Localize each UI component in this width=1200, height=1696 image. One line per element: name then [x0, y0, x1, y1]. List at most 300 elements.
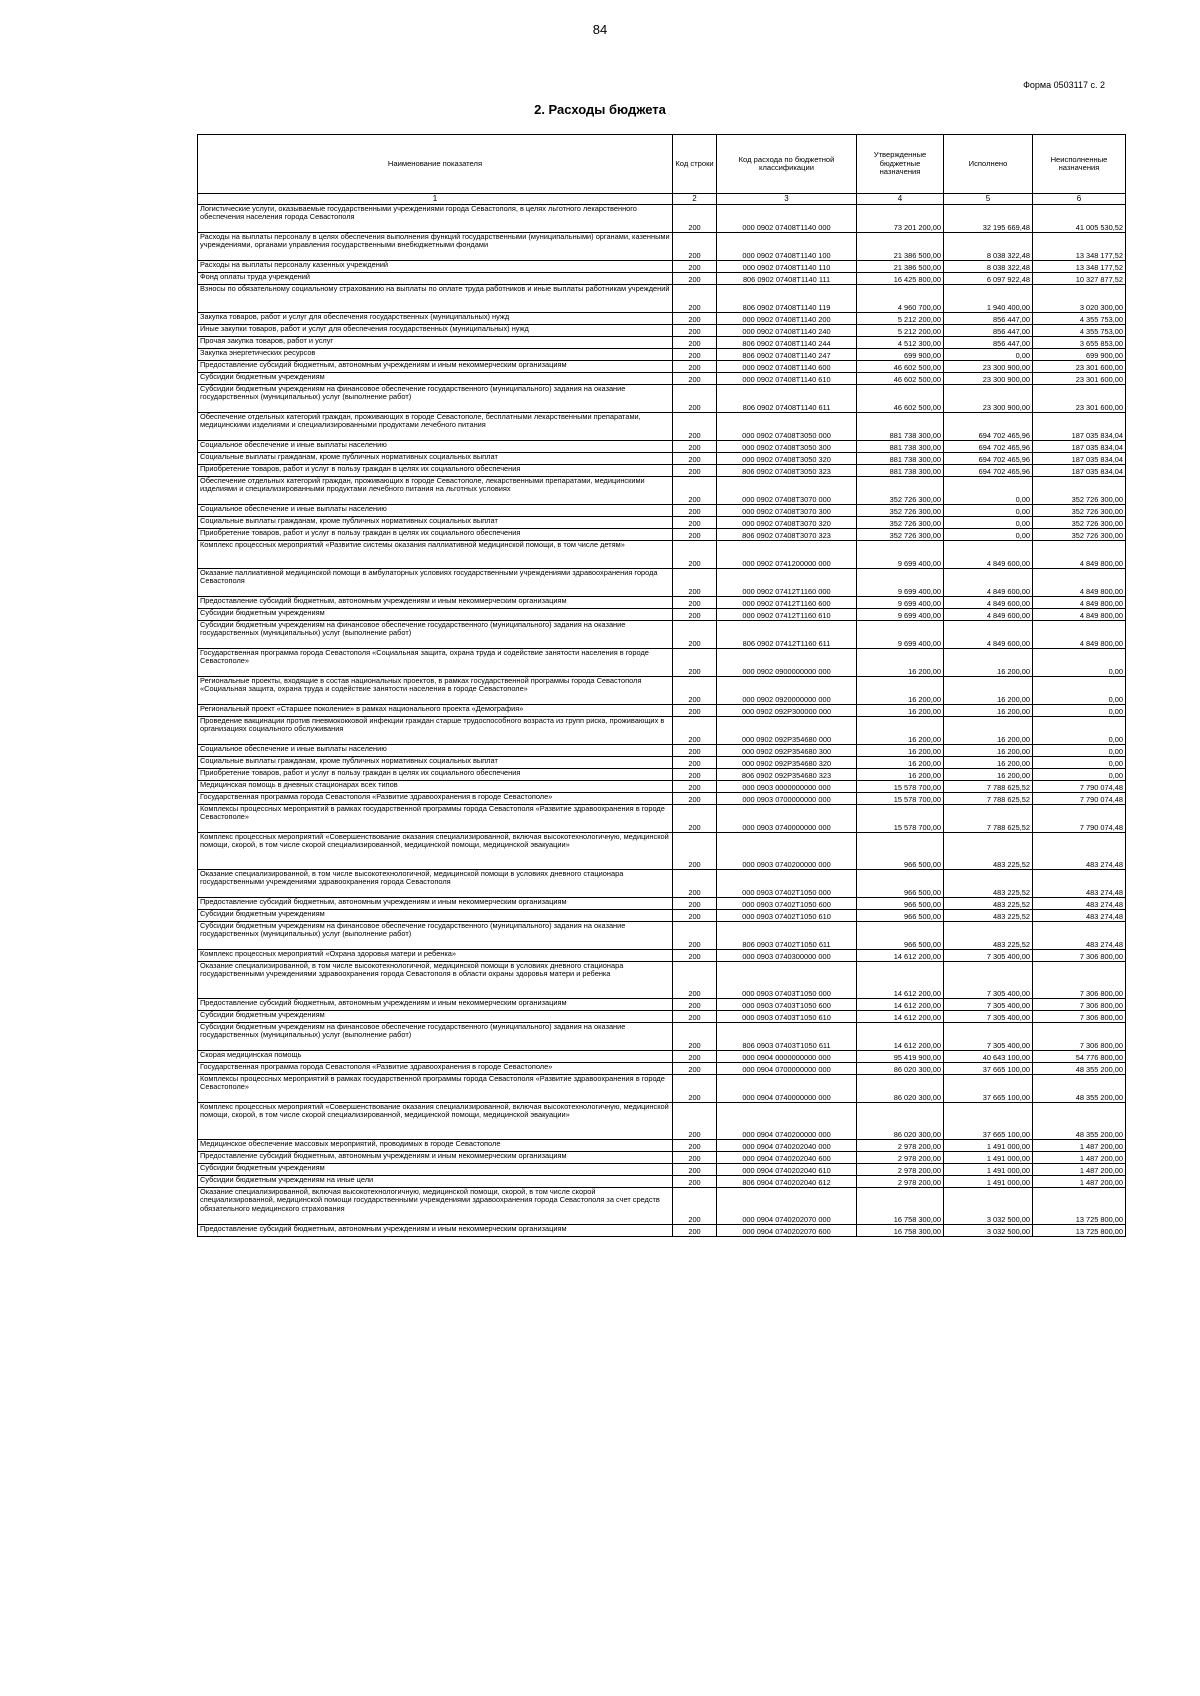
- cell-unexecuted: 3 020 300,00: [1033, 285, 1126, 313]
- cell-executed: 4 849 600,00: [944, 597, 1033, 609]
- cell-budget-code: 000 0902 0741200000 000: [717, 541, 857, 569]
- cell-executed: 694 702 465,96: [944, 453, 1033, 465]
- table-row: [198, 349, 1126, 361]
- cell-name: Фонд оплаты труда учреждений: [198, 273, 673, 285]
- cell-budget-code: 806 0902 07408T1140 247: [717, 349, 857, 361]
- cell-approved: 16 200,00: [857, 757, 944, 769]
- cell-unexecuted: 1 487 200,00: [1033, 1176, 1126, 1188]
- cell-name: Логистические услуги, оказываемые государственными учреждениями города Севастополя, в целях льготного лекарственного обеспечения населения города Севастополя: [198, 205, 673, 233]
- cell-name: Комплекс процессных мероприятий «Совершенствование оказания специализированной, включая высокотехнологичную, медицинской помощи, скорой, в том числе скорой специализированной, медицинской помощи, медицинской эвакуации»: [198, 1103, 673, 1140]
- cell-budget-code: 000 0902 07408T1140 600: [717, 361, 857, 373]
- cell-line-code: 200: [673, 373, 717, 385]
- cell-executed: 7 788 625,52: [944, 805, 1033, 833]
- cell-name: Предоставление субсидий бюджетным, автономным учреждениям и иным некоммерческим организациям: [198, 999, 673, 1011]
- cell-line-code: 200: [673, 1188, 717, 1225]
- table-row: [198, 833, 1126, 870]
- cell-approved: 16 200,00: [857, 769, 944, 781]
- cell-unexecuted: 23 301 600,00: [1033, 373, 1126, 385]
- cell-approved: 2 978 200,00: [857, 1164, 944, 1176]
- table-row: [198, 962, 1126, 999]
- cell-name: Субсидии бюджетным учреждениям на финансовое обеспечение государственного (муниципального) задания на оказание государственных (муниципальных) услуг (выполнение работ): [198, 385, 673, 413]
- cell-executed: 7 788 625,52: [944, 793, 1033, 805]
- cell-budget-code: 000 0903 07402T1050 610: [717, 910, 857, 922]
- cell-approved: 16 425 800,00: [857, 273, 944, 285]
- cell-budget-code: 000 0904 0740200000 000: [717, 1103, 857, 1140]
- cell-executed: 8 038 322,48: [944, 261, 1033, 273]
- table-row: [198, 505, 1126, 517]
- cell-budget-code: 000 0902 07408T1140 100: [717, 233, 857, 261]
- table-row: [198, 781, 1126, 793]
- table-row: [198, 1011, 1126, 1023]
- cell-line-code: 200: [673, 569, 717, 597]
- cell-executed: 483 225,52: [944, 898, 1033, 910]
- cell-line-code: 200: [673, 962, 717, 999]
- cell-name: Социальные выплаты гражданам, кроме публичных нормативных социальных выплат: [198, 757, 673, 769]
- cell-approved: 352 726 300,00: [857, 517, 944, 529]
- cell-line-code: 200: [673, 1011, 717, 1023]
- table-row: [198, 757, 1126, 769]
- cell-line-code: 200: [673, 910, 717, 922]
- cell-unexecuted: 0,00: [1033, 705, 1126, 717]
- cell-line-code: 200: [673, 261, 717, 273]
- cell-executed: 37 665 100,00: [944, 1103, 1033, 1140]
- cell-name: Субсидии бюджетным учреждениям: [198, 910, 673, 922]
- cell-line-code: 200: [673, 413, 717, 441]
- cell-approved: 966 500,00: [857, 910, 944, 922]
- cell-unexecuted: 483 274,48: [1033, 898, 1126, 910]
- cell-line-code: 200: [673, 1176, 717, 1188]
- cell-line-code: 200: [673, 1075, 717, 1103]
- cell-budget-code: 000 0904 0700000000 000: [717, 1063, 857, 1075]
- cell-name: Региональный проект «Старшее поколение» в рамках национального проекта «Демография»: [198, 705, 673, 717]
- cell-line-code: 200: [673, 597, 717, 609]
- cell-line-code: 200: [673, 950, 717, 962]
- cell-executed: 1 491 000,00: [944, 1176, 1033, 1188]
- cell-line-code: 200: [673, 805, 717, 833]
- cell-unexecuted: 0,00: [1033, 757, 1126, 769]
- table-row: [198, 677, 1126, 705]
- cell-budget-code: 000 0902 07408T1140 200: [717, 313, 857, 325]
- cell-unexecuted: 7 790 074,48: [1033, 781, 1126, 793]
- cell-line-code: 200: [673, 870, 717, 898]
- cell-executed: 0,00: [944, 349, 1033, 361]
- cell-budget-code: 000 0903 0000000000 000: [717, 781, 857, 793]
- cell-line-code: 200: [673, 717, 717, 745]
- cell-unexecuted: 1 487 200,00: [1033, 1140, 1126, 1152]
- cell-unexecuted: 13 725 800,00: [1033, 1188, 1126, 1225]
- cell-executed: 7 305 400,00: [944, 962, 1033, 999]
- cell-unexecuted: 48 355 200,00: [1033, 1063, 1126, 1075]
- cell-unexecuted: 0,00: [1033, 745, 1126, 757]
- cell-budget-code: 000 0902 07408T3050 300: [717, 441, 857, 453]
- cell-budget-code: 000 0903 0700000000 000: [717, 793, 857, 805]
- cell-budget-code: 000 0903 0740300000 000: [717, 950, 857, 962]
- table-row: [198, 261, 1126, 273]
- cell-executed: 16 200,00: [944, 769, 1033, 781]
- cell-line-code: 200: [673, 385, 717, 413]
- cell-line-code: 200: [673, 477, 717, 505]
- column-header-approved: Утвержденные бюджетные назначения: [857, 135, 944, 194]
- column-number-row: [198, 194, 1126, 205]
- cell-executed: 694 702 465,96: [944, 413, 1033, 441]
- cell-unexecuted: 0,00: [1033, 717, 1126, 745]
- cell-executed: 483 225,52: [944, 833, 1033, 870]
- cell-approved: 352 726 300,00: [857, 477, 944, 505]
- cell-line-code: 200: [673, 541, 717, 569]
- cell-budget-code: 000 0902 07408T1140 240: [717, 325, 857, 337]
- cell-budget-code: 000 0902 0900000000 000: [717, 649, 857, 677]
- cell-executed: 856 447,00: [944, 337, 1033, 349]
- cell-name: Взносы по обязательному социальному страхованию на выплаты по оплате труда работников и иные выплаты работникам учреждений: [198, 285, 673, 313]
- cell-executed: 694 702 465,96: [944, 465, 1033, 477]
- cell-approved: 9 699 400,00: [857, 609, 944, 621]
- table-row: [198, 465, 1126, 477]
- cell-budget-code: 000 0902 07408T1140 000: [717, 205, 857, 233]
- cell-name: Скорая медицинская помощь: [198, 1051, 673, 1063]
- cell-approved: 5 212 200,00: [857, 313, 944, 325]
- cell-executed: 37 665 100,00: [944, 1063, 1033, 1075]
- cell-executed: 7 305 400,00: [944, 1023, 1033, 1051]
- table-row: [198, 453, 1126, 465]
- cell-unexecuted: 483 274,48: [1033, 910, 1126, 922]
- cell-unexecuted: 13 348 177,52: [1033, 261, 1126, 273]
- cell-approved: 5 212 200,00: [857, 325, 944, 337]
- cell-unexecuted: 10 327 877,52: [1033, 273, 1126, 285]
- cell-line-code: 200: [673, 205, 717, 233]
- cell-name: Медицинское обеспечение массовых мероприятий, проводимых в городе Севастополе: [198, 1140, 673, 1152]
- cell-name: Приобретение товаров, работ и услуг в пользу граждан в целях их социального обеспечения: [198, 529, 673, 541]
- cell-budget-code: 806 0904 0740202040 612: [717, 1176, 857, 1188]
- cell-budget-code: 000 0902 07412T1160 000: [717, 569, 857, 597]
- cell-approved: 86 020 300,00: [857, 1075, 944, 1103]
- cell-line-code: 200: [673, 781, 717, 793]
- cell-name: Субсидии бюджетным учреждениям на финансовое обеспечение государственного (муниципального) задания на оказание государственных (муниципальных) услуг (выполнение работ): [198, 1023, 673, 1051]
- table-row: [198, 705, 1126, 717]
- cell-name: Государственная программа города Севастополя «Развитие здравоохранения в городе Севастополе»: [198, 1063, 673, 1075]
- cell-name: Оказание паллиативной медицинской помощи в амбулаторных условиях государственными учреждениями здравоохранения города Севастополя: [198, 569, 673, 597]
- cell-budget-code: 000 0902 092P354680 300: [717, 745, 857, 757]
- cell-budget-code: 000 0902 07412T1160 610: [717, 609, 857, 621]
- cell-line-code: 200: [673, 1164, 717, 1176]
- cell-budget-code: 000 0904 0740202070 000: [717, 1188, 857, 1225]
- table-row: [198, 805, 1126, 833]
- cell-unexecuted: 352 726 300,00: [1033, 517, 1126, 529]
- cell-executed: 7 305 400,00: [944, 950, 1033, 962]
- cell-line-code: 200: [673, 325, 717, 337]
- cell-approved: 966 500,00: [857, 922, 944, 950]
- cell-budget-code: 000 0903 07403T1050 000: [717, 962, 857, 999]
- cell-unexecuted: 4 849 800,00: [1033, 621, 1126, 649]
- cell-executed: 694 702 465,96: [944, 441, 1033, 453]
- cell-approved: 966 500,00: [857, 833, 944, 870]
- cell-line-code: 200: [673, 705, 717, 717]
- cell-line-code: 200: [673, 898, 717, 910]
- cell-name: Предоставление субсидий бюджетным, автономным учреждениям и иным некоммерческим организациям: [198, 898, 673, 910]
- cell-budget-code: 806 0902 07408T1140 244: [717, 337, 857, 349]
- cell-executed: 4 849 600,00: [944, 569, 1033, 597]
- cell-executed: 7 305 400,00: [944, 1011, 1033, 1023]
- table-row: [198, 597, 1126, 609]
- cell-unexecuted: 7 306 800,00: [1033, 1011, 1126, 1023]
- cell-line-code: 200: [673, 793, 717, 805]
- cell-budget-code: 000 0904 0740000000 000: [717, 1075, 857, 1103]
- cell-approved: 46 602 500,00: [857, 385, 944, 413]
- cell-executed: 4 849 600,00: [944, 621, 1033, 649]
- cell-line-code: 200: [673, 922, 717, 950]
- table-row: [198, 999, 1126, 1011]
- column-number: 4: [857, 194, 944, 205]
- cell-budget-code: 000 0904 0000000000 000: [717, 1051, 857, 1063]
- cell-name: Предоставление субсидий бюджетным, автономным учреждениям и иным некоммерческим организациям: [198, 361, 673, 373]
- table-row: [198, 285, 1126, 313]
- table-row: [198, 870, 1126, 898]
- cell-approved: 16 200,00: [857, 705, 944, 717]
- cell-name: Социальное обеспечение и иные выплаты населению: [198, 505, 673, 517]
- cell-approved: 16 758 300,00: [857, 1188, 944, 1225]
- cell-line-code: 200: [673, 1103, 717, 1140]
- cell-line-code: 200: [673, 1063, 717, 1075]
- cell-approved: 9 699 400,00: [857, 569, 944, 597]
- cell-name: Субсидии бюджетным учреждениям: [198, 373, 673, 385]
- cell-name: Государственная программа города Севастополя «Социальная защита, охрана труда и содействие занятости населения в городе Севастополе»: [198, 649, 673, 677]
- cell-name: Закупка товаров, работ и услуг для обеспечения государственных (муниципальных) нужд: [198, 313, 673, 325]
- expenses-table: [197, 134, 1126, 1237]
- cell-approved: 9 699 400,00: [857, 597, 944, 609]
- cell-approved: 16 758 300,00: [857, 1225, 944, 1237]
- cell-executed: 16 200,00: [944, 649, 1033, 677]
- cell-line-code: 200: [673, 337, 717, 349]
- cell-unexecuted: 4 849 800,00: [1033, 609, 1126, 621]
- table-row: [198, 441, 1126, 453]
- cell-approved: 14 612 200,00: [857, 999, 944, 1011]
- cell-approved: 2 978 200,00: [857, 1176, 944, 1188]
- cell-name: Оказание специализированной, в том числе высокотехнологичной, медицинской помощи в условиях дневного стационара государственными учреждениями здравоохранения города Севастополя: [198, 870, 673, 898]
- cell-budget-code: 806 0902 07408T3050 323: [717, 465, 857, 477]
- cell-unexecuted: 13 348 177,52: [1033, 233, 1126, 261]
- cell-budget-code: 000 0904 0740202070 600: [717, 1225, 857, 1237]
- cell-budget-code: 000 0903 07403T1050 610: [717, 1011, 857, 1023]
- cell-unexecuted: 187 035 834,04: [1033, 465, 1126, 477]
- cell-budget-code: 000 0903 0740200000 000: [717, 833, 857, 870]
- table-row: [198, 1164, 1126, 1176]
- cell-executed: 1 940 400,00: [944, 285, 1033, 313]
- cell-executed: 0,00: [944, 477, 1033, 505]
- cell-name: Предоставление субсидий бюджетным, автономным учреждениям и иным некоммерческим организациям: [198, 1152, 673, 1164]
- cell-budget-code: 000 0902 07408T3070 000: [717, 477, 857, 505]
- cell-unexecuted: 7 306 800,00: [1033, 999, 1126, 1011]
- cell-budget-code: 000 0902 07408T3050 000: [717, 413, 857, 441]
- cell-executed: 40 643 100,00: [944, 1051, 1033, 1063]
- cell-unexecuted: 352 726 300,00: [1033, 477, 1126, 505]
- cell-approved: 966 500,00: [857, 898, 944, 910]
- cell-executed: 32 195 669,48: [944, 205, 1033, 233]
- cell-approved: 21 386 500,00: [857, 233, 944, 261]
- table-row: [198, 413, 1126, 441]
- cell-name: Субсидии бюджетным учреждениям: [198, 609, 673, 621]
- cell-executed: 0,00: [944, 517, 1033, 529]
- cell-executed: 483 225,52: [944, 922, 1033, 950]
- cell-unexecuted: 699 900,00: [1033, 349, 1126, 361]
- cell-line-code: 200: [673, 233, 717, 261]
- cell-executed: 16 200,00: [944, 677, 1033, 705]
- cell-name: Проведение вакцинации против пневмококковой инфекции граждан старше трудоспособного возраста из групп риска, проживающих в организациях социального обслуживания: [198, 717, 673, 745]
- cell-unexecuted: 483 274,48: [1033, 870, 1126, 898]
- cell-name: Прочая закупка товаров, работ и услуг: [198, 337, 673, 349]
- cell-approved: 95 419 900,00: [857, 1051, 944, 1063]
- cell-name: Комплексы процессных мероприятий в рамках государственной программы города Севастополя «Развитие здравоохранения в городе Севастополе»: [198, 805, 673, 833]
- cell-unexecuted: 4 355 753,00: [1033, 313, 1126, 325]
- cell-name: Социальное обеспечение и иные выплаты населению: [198, 441, 673, 453]
- table-row: [198, 1023, 1126, 1051]
- cell-approved: 4 960 700,00: [857, 285, 944, 313]
- cell-executed: 7 788 625,52: [944, 781, 1033, 793]
- cell-executed: 7 305 400,00: [944, 999, 1033, 1011]
- table-row: [198, 769, 1126, 781]
- cell-budget-code: 000 0902 07408T1140 110: [717, 261, 857, 273]
- cell-line-code: 200: [673, 505, 717, 517]
- form-code: Форма 0503117 с. 2: [1023, 80, 1105, 90]
- table-body: [198, 205, 1126, 1237]
- column-number: 2: [673, 194, 717, 205]
- column-number: 5: [944, 194, 1033, 205]
- cell-name: Приобретение товаров, работ и услуг в пользу граждан в целях их социального обеспечения: [198, 769, 673, 781]
- table-row: [198, 717, 1126, 745]
- column-number: 1: [198, 194, 673, 205]
- cell-line-code: 200: [673, 609, 717, 621]
- cell-line-code: 200: [673, 465, 717, 477]
- cell-approved: 881 738 300,00: [857, 441, 944, 453]
- cell-budget-code: 000 0902 07412T1160 600: [717, 597, 857, 609]
- cell-name: Оказание специализированной, включая высокотехнологичную, медицинской помощи, скорой, в том числе скорой специализированной, медицинской помощи государственными учреждениями здравоохранения города Севастополя за счет средств обязательного медицинского страхования: [198, 1188, 673, 1225]
- table-row: [198, 529, 1126, 541]
- cell-line-code: 200: [673, 833, 717, 870]
- cell-budget-code: 806 0902 07408T1140 111: [717, 273, 857, 285]
- cell-name: Обеспечение отдельных категорий граждан, проживающих в городе Севастополе, лекарственными препаратами, медицинскими изделиями и специализированными продуктами лечебного питания на льготных условиях: [198, 477, 673, 505]
- cell-name: Обеспечение отдельных категорий граждан, проживающих в городе Севастополе, бесплатными лекарственными препаратами, медицинскими изделиями и специализированными продуктами лечебного питания: [198, 413, 673, 441]
- cell-unexecuted: 483 274,48: [1033, 833, 1126, 870]
- cell-unexecuted: 13 725 800,00: [1033, 1225, 1126, 1237]
- cell-approved: 86 020 300,00: [857, 1063, 944, 1075]
- cell-executed: 856 447,00: [944, 313, 1033, 325]
- table-row: [198, 793, 1126, 805]
- cell-line-code: 200: [673, 1051, 717, 1063]
- cell-unexecuted: 41 005 530,52: [1033, 205, 1126, 233]
- cell-unexecuted: 4 849 800,00: [1033, 597, 1126, 609]
- cell-unexecuted: 48 355 200,00: [1033, 1075, 1126, 1103]
- cell-executed: 1 491 000,00: [944, 1152, 1033, 1164]
- cell-line-code: 200: [673, 361, 717, 373]
- cell-approved: 16 200,00: [857, 649, 944, 677]
- column-header-executed: Исполнено: [944, 135, 1033, 194]
- cell-approved: 46 602 500,00: [857, 373, 944, 385]
- cell-unexecuted: 4 355 753,00: [1033, 325, 1126, 337]
- cell-name: Закупка энергетических ресурсов: [198, 349, 673, 361]
- cell-approved: 15 578 700,00: [857, 805, 944, 833]
- cell-line-code: 200: [673, 349, 717, 361]
- cell-approved: 14 612 200,00: [857, 1023, 944, 1051]
- table-row: [198, 233, 1126, 261]
- cell-approved: 73 201 200,00: [857, 205, 944, 233]
- cell-approved: 4 512 300,00: [857, 337, 944, 349]
- cell-approved: 9 699 400,00: [857, 541, 944, 569]
- table-row: [198, 649, 1126, 677]
- cell-unexecuted: 187 035 834,04: [1033, 453, 1126, 465]
- table-row: [198, 1152, 1126, 1164]
- cell-approved: 14 612 200,00: [857, 1011, 944, 1023]
- cell-name: Комплекс процессных мероприятий «Совершенствование оказания специализированной, включая высокотехнологичную, медицинской помощи, скорой, в том числе скорой специализированной, медицинской помощи, медицинской эвакуации»: [198, 833, 673, 870]
- cell-line-code: 200: [673, 621, 717, 649]
- cell-unexecuted: 7 306 800,00: [1033, 950, 1126, 962]
- cell-line-code: 200: [673, 285, 717, 313]
- table-row: [198, 950, 1126, 962]
- cell-executed: 4 849 600,00: [944, 541, 1033, 569]
- cell-unexecuted: 1 487 200,00: [1033, 1164, 1126, 1176]
- cell-approved: 966 500,00: [857, 870, 944, 898]
- cell-approved: 881 738 300,00: [857, 465, 944, 477]
- cell-name: Предоставление субсидий бюджетным, автономным учреждениям и иным некоммерческим организациям: [198, 1225, 673, 1237]
- table-row: [198, 1176, 1126, 1188]
- table-row: [198, 205, 1126, 233]
- cell-executed: 16 200,00: [944, 705, 1033, 717]
- cell-approved: 86 020 300,00: [857, 1103, 944, 1140]
- cell-line-code: 200: [673, 1023, 717, 1051]
- cell-executed: 3 032 500,00: [944, 1188, 1033, 1225]
- cell-budget-code: 806 0902 07408T1140 611: [717, 385, 857, 413]
- cell-name: Социальное обеспечение и иные выплаты населению: [198, 745, 673, 757]
- cell-name: Приобретение товаров, работ и услуг в пользу граждан в целях их социального обеспечения: [198, 465, 673, 477]
- cell-budget-code: 000 0903 07403T1050 600: [717, 999, 857, 1011]
- cell-line-code: 200: [673, 1152, 717, 1164]
- cell-approved: 14 612 200,00: [857, 950, 944, 962]
- cell-executed: 8 038 322,48: [944, 233, 1033, 261]
- cell-line-code: 200: [673, 769, 717, 781]
- cell-budget-code: 806 0902 07408T3070 323: [717, 529, 857, 541]
- cell-unexecuted: 4 849 800,00: [1033, 541, 1126, 569]
- cell-name: Комплексы процессных мероприятий в рамках государственной программы города Севастополя «Развитие здравоохранения в городе Севастополе»: [198, 1075, 673, 1103]
- cell-executed: 483 225,52: [944, 910, 1033, 922]
- cell-approved: 21 386 500,00: [857, 261, 944, 273]
- cell-approved: 352 726 300,00: [857, 505, 944, 517]
- cell-name: Субсидии бюджетным учреждениям на финансовое обеспечение государственного (муниципального) задания на оказание государственных (муниципальных) услуг (выполнение работ): [198, 922, 673, 950]
- cell-unexecuted: 0,00: [1033, 677, 1126, 705]
- cell-unexecuted: 7 306 800,00: [1033, 962, 1126, 999]
- cell-budget-code: 000 0903 07402T1050 600: [717, 898, 857, 910]
- cell-budget-code: 000 0904 0740202040 600: [717, 1152, 857, 1164]
- cell-unexecuted: 48 355 200,00: [1033, 1103, 1126, 1140]
- table-header-row: [198, 135, 1126, 194]
- cell-name: Социальные выплаты гражданам, кроме публичных нормативных социальных выплат: [198, 453, 673, 465]
- cell-executed: 23 300 900,00: [944, 385, 1033, 413]
- table-row: [198, 337, 1126, 349]
- cell-budget-code: 000 0902 07408T3050 320: [717, 453, 857, 465]
- table-row: [198, 1103, 1126, 1140]
- table-row: [198, 517, 1126, 529]
- column-number: 6: [1033, 194, 1126, 205]
- cell-executed: 0,00: [944, 505, 1033, 517]
- cell-executed: 23 300 900,00: [944, 373, 1033, 385]
- table-row: [198, 361, 1126, 373]
- cell-executed: 856 447,00: [944, 325, 1033, 337]
- table-row: [198, 313, 1126, 325]
- cell-approved: 699 900,00: [857, 349, 944, 361]
- table-row: [198, 541, 1126, 569]
- cell-budget-code: 000 0902 07408T1140 610: [717, 373, 857, 385]
- cell-line-code: 200: [673, 453, 717, 465]
- cell-unexecuted: 23 301 600,00: [1033, 385, 1126, 413]
- cell-executed: 1 491 000,00: [944, 1140, 1033, 1152]
- table-row: [198, 898, 1126, 910]
- page-number: 84: [592, 22, 608, 37]
